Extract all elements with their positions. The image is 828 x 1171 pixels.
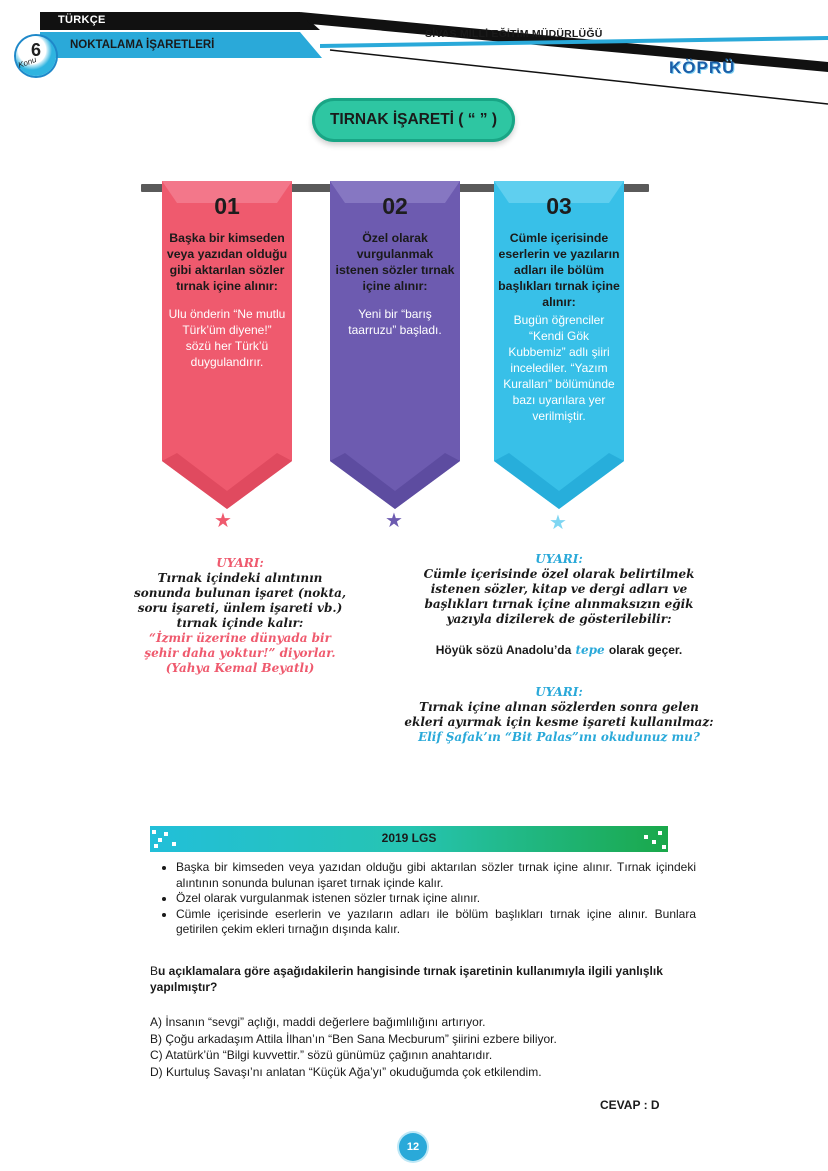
header-graphics bbox=[0, 0, 828, 110]
option-c[interactable]: C) Atatürk’ün “Bilgi kuvvettir.” sözü günümüz çağının anahtarıdır. bbox=[150, 1048, 493, 1062]
question-text: u açıklamalara göre aşağıdakilerin hangisinde tırnak işaretinin kullanımıyla ilgili yanlışlık yapılmıştır? bbox=[150, 964, 663, 994]
banner-02-rule: Özel olarak vurgulanmak istenen sözler tırnak içine alınır: bbox=[335, 231, 455, 293]
answer-label: CEVAP : D bbox=[600, 1098, 660, 1112]
brand-logo: KÖPRÜ bbox=[669, 58, 736, 77]
banner-02-example: Yeni bir “barış taarruzu” başladı. bbox=[348, 307, 442, 337]
list-item: • Cümle içerisinde eserlerin ve yazıların adları ile bölüm başlıkları tırnak içine alınır. Bunlara getirilen çekim ekleri tırnağın dışında kalır. bbox=[176, 907, 696, 938]
warning-left bbox=[132, 556, 348, 676]
star-icon: ★ bbox=[214, 510, 232, 532]
banner-01-example: Ulu önderin “Ne mutlu Türk’üm diyene!” sözü her Türk’ü duygulandırır. bbox=[168, 307, 286, 369]
lgs-banner bbox=[150, 826, 668, 852]
subject-label: TÜRKÇE bbox=[58, 14, 106, 26]
lgs-label: 2019 LGS bbox=[381, 831, 437, 845]
option-b[interactable]: B) Çoğu arkadaşım Attila İlhan’ın “Ben Sana Mecburum” şiirini ezbere biliyor. bbox=[150, 1031, 557, 1046]
unit-badge bbox=[16, 36, 56, 76]
lgs-options bbox=[150, 1014, 670, 1080]
warning-left-title: UYARI: bbox=[216, 556, 264, 570]
lgs-question bbox=[150, 963, 670, 995]
banner-03-example: Bugün öğrenciler “Kendi Gök Kubbemiz” adlı şiiri incelediler. “Yazım Kuralları” bölümünde bazı uyarılara yer verilmiştir. bbox=[503, 313, 615, 423]
warning-right-2-text: Tırnak içine alınan sözlerden sonra gelen ekleri ayırmak için kesme işareti kullanılmaz: bbox=[404, 700, 714, 729]
warning-right-2 bbox=[400, 685, 718, 745]
option-a[interactable]: A) İnsanın “sevgi” açlığı, maddi değerlere bağımlılığını artırıyor. bbox=[150, 1015, 486, 1029]
title-pill bbox=[312, 98, 515, 142]
banner-01-rule: Başka bir kimseden veya yazıdan olduğu gibi aktarılan sözler tırnak içine alınır: bbox=[166, 231, 288, 293]
star-icon: ★ bbox=[549, 512, 567, 534]
list-item: • Başka bir kimseden veya yazıdan olduğu gibi aktarılan sözler tırnak içine alınır. Tırnak içindeki alıntının sonunda bulunan işaret tırnak içinde kalır. bbox=[176, 860, 696, 891]
banner-01-number: 01 bbox=[214, 193, 240, 219]
example-after: olarak geçer. bbox=[608, 643, 683, 657]
warning-right-1-title: UYARI: bbox=[535, 552, 583, 566]
lgs-statements bbox=[148, 860, 696, 938]
unit-word: Konu bbox=[17, 55, 38, 70]
warning-left-example: “İzmir üzerine dünyada bir şehir daha yoktur!” diyorlar. (Yahya Kemal Beyatlı) bbox=[144, 631, 336, 675]
banner-03-rule: Cümle içerisinde eserlerin ve yazıların adları ile bölüm başlıkları tırnak içine alınır: bbox=[498, 231, 620, 309]
warning-left-text: Tırnak içindeki alıntının sonunda bulunan işaret (nokta, soru işareti, ünlem işareti vb.) tırnak içinde kalır: bbox=[133, 571, 347, 630]
topic-label: NOKTALAMA İŞARETLERİ bbox=[70, 39, 215, 51]
star-icon: ★ bbox=[385, 510, 403, 532]
question-first-letter: B bbox=[150, 964, 159, 978]
warning-right-2-example: Elif Şafak’ın “Bit Palas”ını okudunuz mu? bbox=[418, 730, 700, 744]
warning-right-1 bbox=[400, 552, 718, 658]
warning-right-2-title: UYARI: bbox=[535, 685, 583, 699]
warning-right-1-example bbox=[400, 643, 718, 658]
unit-number: 6 bbox=[30, 40, 41, 60]
banner-03-number: 03 bbox=[546, 193, 572, 219]
page-number: 12 bbox=[406, 1141, 420, 1153]
list-item: • Özel olarak vurgulanmak istenen sözler tırnak içine alınır. bbox=[176, 891, 696, 907]
example-before: Höyük sözü Anadolu’da bbox=[435, 643, 572, 657]
page-title: TIRNAK İŞARETİ ( “ ” ) bbox=[329, 111, 498, 128]
example-italic-word: tepe bbox=[575, 643, 605, 657]
page-number-badge bbox=[399, 1133, 427, 1161]
option-d[interactable]: D) Kurtuluş Savaşı’nı anlatan “Küçük Ağa’yı” okuduğumda çok etkilendim. bbox=[150, 1064, 542, 1079]
warning-right-1-text: Cümle içerisinde özel olarak belirtilmek istenen sözler, kitap ve dergi adları ve başlıkları tırnak içine alınmaksızın eğik yazıyla dizilerek de gösterilebilir: bbox=[423, 567, 695, 626]
banner-02-number: 02 bbox=[382, 193, 408, 219]
directorate-label: SİVAS MİLLİ EĞİTİM MÜDÜRLÜĞÜ bbox=[425, 28, 603, 40]
